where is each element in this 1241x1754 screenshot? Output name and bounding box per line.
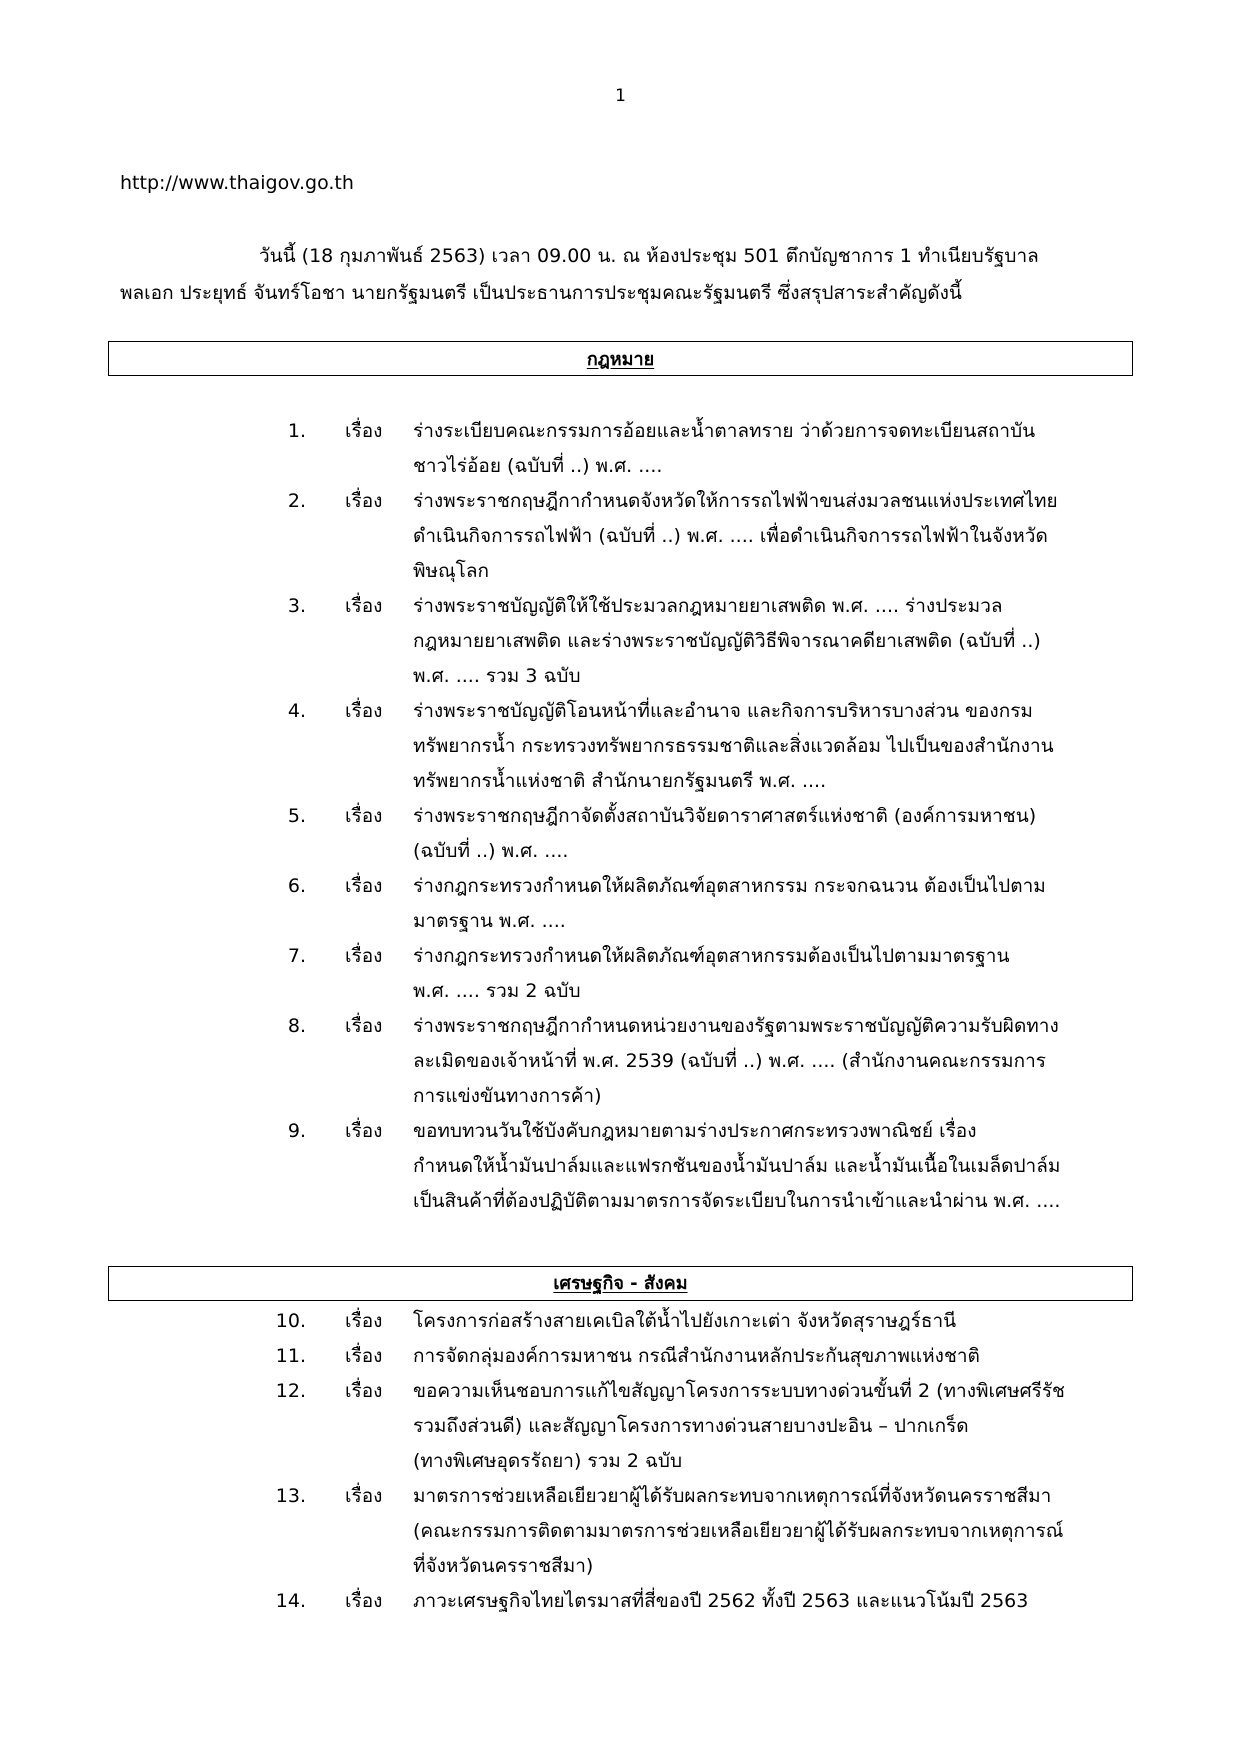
list-item [0,799,1241,869]
item-text: ขอความเห็นชอบการแก้ไขสัญญาโครงการระบบทางด่วนขั้นที่ 2 (ทางพิเศษศรีรัช รวมถึงส่วนดี) และสัญญาโครงการทางด่วนสายบางปะอิน – ปากเกร็ด (ทางพิเศษอุดรรัถยา) รวม 2 ฉบับ [413,1380,1065,1472]
item-keyword: เรื่อง [345,805,383,827]
item-keyword: เรื่อง [345,1310,383,1332]
item-keyword: เรื่อง [345,1590,383,1612]
law-item-list [0,414,1241,1219]
section-header-economy-society [108,1266,1133,1301]
item-text: ร่างพระราชกฤษฎีกากำหนดจังหวัดให้การรถไฟฟ้าขนส่งมวลชนแห่งประเทศไทย ดำเนินกิจการรถไฟฟ้า (ฉบับที่ ..) พ.ศ. .... เพื่อดำเนินกิจการรถไฟฟ้าในจังหวัด พิษณุโลก [413,490,1058,582]
item-keyword: เรื่อง [345,1485,383,1507]
page-number: 1 [615,86,626,106]
list-item [0,414,1241,484]
item-keyword: เรื่อง [345,595,383,617]
item-keyword: เรื่อง [345,1345,383,1367]
list-item [0,1374,1241,1479]
list-item [0,1009,1241,1114]
intro-text-1: วันนี้ (18 กุมภาพันธ์ 2563) เวลา 09.00 น. ณ ห้องประชุม 501 ตึกบัญชาการ 1 ทำเนียบรัฐบาล [259,245,1039,267]
list-item [0,589,1241,694]
item-number: 11. [275,1345,306,1367]
section-title-economy-society: เศรษฐกิจ - สังคม [553,1273,688,1294]
list-item [0,939,1241,1009]
item-keyword: เรื่อง [345,945,383,967]
section-header-law [108,341,1133,376]
item-keyword: เรื่อง [345,1380,383,1402]
source-url[interactable]: http://www.thaigov.go.th [120,172,354,194]
item-number: 6. [287,875,306,897]
item-text: ขอทบทวนวันใช้บังคับกฎหมายตามร่างประกาศกระทรวงพาณิชย์ เรื่อง กำหนดให้น้ำมันปาล์มและแฟรกชันของน้ำมันปาล์ม และน้ำมันเนื้อในเมล็ดปาล์ม เป็นสินค้าที่ต้องปฏิบัติตามมาตรการจัดระเบียบในการนำเข้าและนำผ่าน พ.ศ. .... [413,1120,1061,1212]
item-keyword: เรื่อง [345,490,383,512]
item-number: 5. [287,805,306,827]
item-number: 9. [287,1120,306,1142]
item-text: การจัดกลุ่มองค์การมหาชน กรณีสำนักงานหลักประกันสุขภาพแห่งชาติ [413,1345,980,1367]
list-item [0,869,1241,939]
section-title-law: กฎหมาย [586,349,655,370]
item-text: โครงการก่อสร้างสายเคเบิลใต้น้ำไปยังเกาะเต่า จังหวัดสุราษฎร์ธานี [413,1310,957,1332]
item-keyword: เรื่อง [345,875,383,897]
item-keyword: เรื่อง [345,420,383,442]
item-number: 14. [275,1590,306,1612]
item-number: 12. [275,1380,306,1402]
item-text: ร่างพระราชกฤษฎีกากำหนดหน่วยงานของรัฐตามพระราชบัญญัติความรับผิดทาง ละเมิดของเจ้าหน้าที่ พ.ศ. 2539 (ฉบับที่ ..) พ.ศ. .... (สำนักงานคณะกรรมการ การแข่งขันทางการค้า) [413,1015,1059,1107]
item-text: ร่างระเบียบคณะกรรมการอ้อยและน้ำตาลทราย ว่าด้วยการจดทะเบียนสถาบัน ชาวไร่อ้อย (ฉบับที่ ..) พ.ศ. .... [413,420,1036,477]
item-text: ร่างพระราชบัญญัติให้ใช้ประมวลกฎหมายยาเสพติด พ.ศ. .... ร่างประมวล กฎหมายยาเสพติด และร่างพระราชบัญญัติวิธีพิจารณาคดียาเสพติด (ฉบับที่ ..) พ.ศ. .... รวม 3 ฉบับ [413,595,1041,687]
item-number: 8. [287,1015,306,1037]
item-text: ร่างกฎกระทรวงกำหนดให้ผลิตภัณฑ์อุตสาหกรรมต้องเป็นไปตามมาตรฐาน พ.ศ. .... รวม 2 ฉบับ [413,945,1010,1002]
list-item [0,1304,1241,1339]
list-item [0,1584,1241,1619]
item-keyword: เรื่อง [345,1120,383,1142]
item-text: ร่างกฎกระทรวงกำหนดให้ผลิตภัณฑ์อุตสาหกรรม กระจกฉนวน ต้องเป็นไปตาม มาตรฐาน พ.ศ. .... [413,875,1046,932]
item-text: ร่างพระราชบัญญัติโอนหน้าที่และอำนาจ และกิจการบริหารบางส่วน ของกรม ทรัพยากรน้ำ กระทรวงทรัพยากรธรรมชาติและสิ่งแวดล้อม ไปเป็นของสำนักงาน ทรัพยากรน้ำแห่งชาติ สำนักนายกรัฐมนตรี พ.ศ. .... [413,700,1054,792]
list-item [0,1114,1241,1219]
item-number: 3. [287,595,306,617]
item-number: 4. [287,700,306,722]
item-text: ภาวะเศรษฐกิจไทยไตรมาสที่สี่ของปี 2562 ทั้งปี 2563 และแนวโน้มปี 2563 [413,1590,1029,1612]
intro-paragraph [120,238,1130,312]
item-number: 2. [287,490,306,512]
list-item [0,1339,1241,1374]
list-item [0,1479,1241,1584]
list-item [0,484,1241,589]
list-item [0,694,1241,799]
economy-item-list [0,1304,1241,1619]
item-keyword: เรื่อง [345,700,383,722]
item-number: 1. [287,420,306,442]
item-number: 10. [275,1310,306,1332]
intro-line-2: พลเอก ประยุทธ์ จันทร์โอชา นายกรัฐมนตรี เป็นประธานการประชุมคณะรัฐมนตรี ซึ่งสรุปสาระสำคัญดังนี้ [120,282,962,304]
item-text: มาตรการช่วยเหลือเยียวยาผู้ได้รับผลกระทบจากเหตุการณ์ที่จังหวัดนครราชสีมา (คณะกรรมการติดตามมาตรการช่วยเหลือเยียวยาผู้ได้รับผลกระทบจากเหตุการณ์ ที่จังหวัดนครราชสีมา) [413,1485,1064,1577]
item-text: ร่างพระราชกฤษฎีกาจัดตั้งสถาบันวิจัยดาราศาสตร์แห่งชาติ (องค์การมหาชน) (ฉบับที่ ..) พ.ศ. .... [413,805,1037,862]
item-number: 13. [275,1485,306,1507]
item-keyword: เรื่อง [345,1015,383,1037]
item-number: 7. [287,945,306,967]
intro-line-1 [120,238,1130,275]
